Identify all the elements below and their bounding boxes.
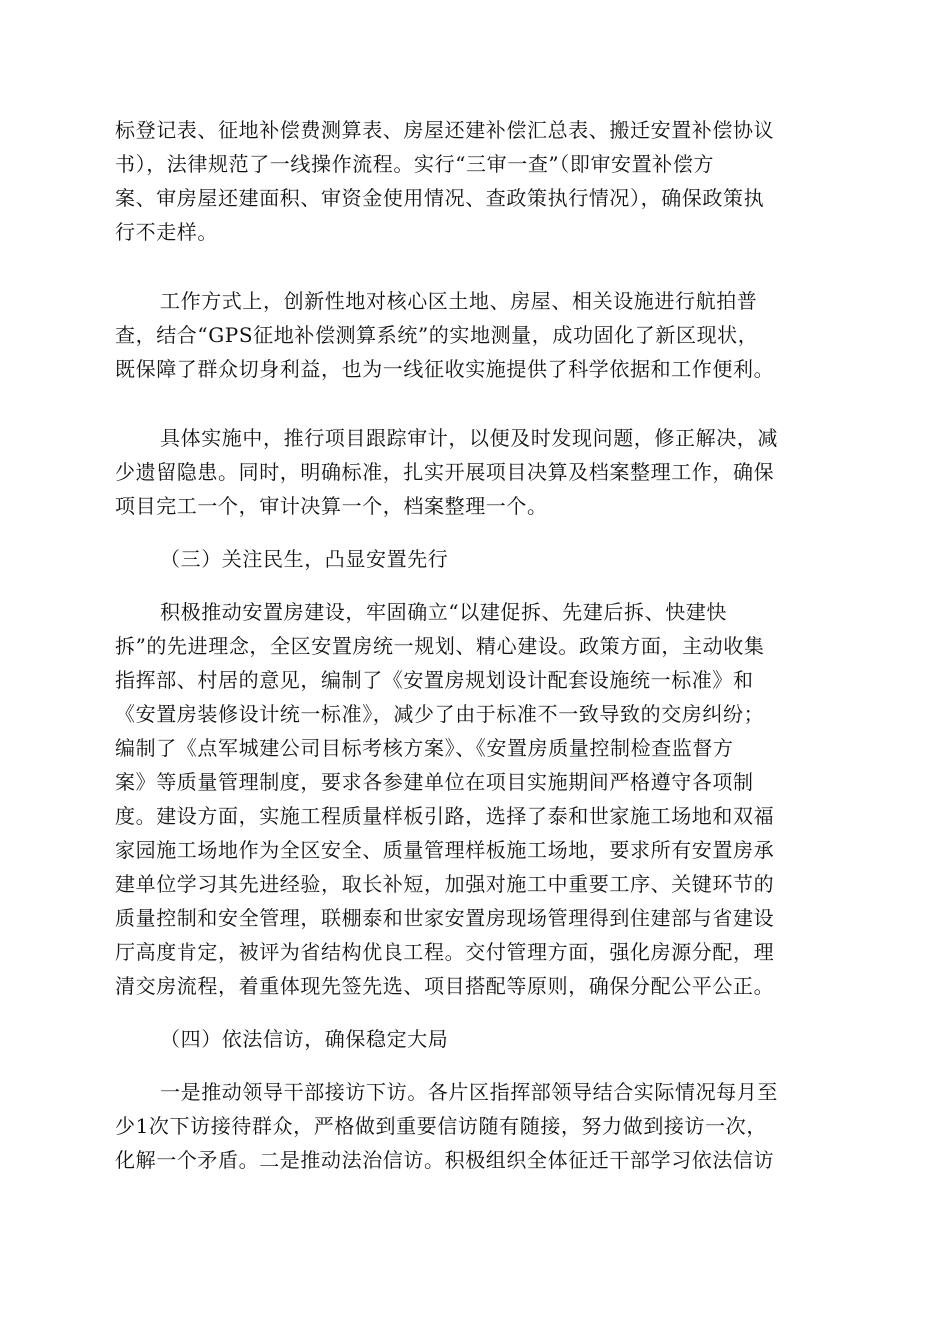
body-text-line: 度。建设方面，实施工程质量样板引路，选择了泰和世家施工场地和双福 <box>115 804 775 828</box>
body-text-line: 编制了《点军城建公司目标考核方案》、《安置房质量控制检查监督方 <box>115 736 734 760</box>
body-text-line: 家园施工场地作为全区安全、质量管理样板施工场地，要求所有安置房承 <box>115 838 775 862</box>
body-text-line: 少1次下访接待群众，严格做到重要信访随有随接，努力做到接访一次， <box>115 1114 767 1138</box>
body-text-line: 建单位学习其先进经验，取长补短，加强对施工中重要工序、关键环节的 <box>115 872 775 896</box>
body-text-line: 行不走样。 <box>115 220 218 244</box>
body-text-line: 案、审房屋还建面积、审资金使用情况、查政策执行情况），确保政策执 <box>115 186 765 210</box>
body-text-line: 清交房流程，着重体现先签先选、项目搭配等原则，确保分配公平公正。 <box>115 974 775 998</box>
body-text-line: 厅高度肯定，被评为省结构优良工程。交付管理方面，强化房源分配，理 <box>115 940 775 964</box>
body-text-line: 化解一个矛盾。二是推动法治信访。积极组织全体征迁干部学习依法信访 <box>115 1148 775 1172</box>
section-heading: （三）关注民生，凸显安置先行 <box>160 547 449 571</box>
body-text-line: 案》等质量管理制度，要求各参建单位在项目实施期间严格遵守各项制 <box>115 770 754 794</box>
section-heading: （四）依法信访，确保稳定大局 <box>160 1027 449 1051</box>
paragraph-first-line: 积极推动安置房建设，牢固确立“以建促拆、先建后拆、快建快 <box>160 600 728 624</box>
paragraph-first-line: 工作方式上，创新性地对核心区土地、房屋、相关设施进行航拍普 <box>160 289 758 313</box>
paragraph-first-line: 具体实施中，推行项目跟踪审计，以便及时发现问题，修正解决，减 <box>160 426 778 450</box>
body-text-line: 标登记表、征地补偿费测算表、房屋还建补偿汇总表、搬迁安置补偿协议 <box>115 118 775 142</box>
body-text-line: 质量控制和安全管理，联棚泰和世家安置房现场管理得到住建部与省建设 <box>115 906 775 930</box>
body-text-line: 既保障了群众切身利益，也为一线征收实施提供了科学依据和工作便利。 <box>115 357 775 381</box>
body-text-line: 查，结合“GPS征地补偿测算系统”的实地测量，成功固化了新区现状， <box>115 323 759 347</box>
body-text-line: 书），法律规范了一线操作流程。实行“三审一查”（即审安置补偿方 <box>115 152 715 176</box>
body-text-line: 指挥部、村居的意见，编制了《安置房规划设计配套设施统一标准》和 <box>115 668 754 692</box>
body-text-line: 少遗留隐患。同时，明确标准，扎实开展项目决算及档案整理工作，确保 <box>115 460 775 484</box>
paragraph-first-line: 一是推动领导干部接访下访。各片区指挥部领导结合实际情况每月至 <box>160 1080 778 1104</box>
body-text-line: 拆”的先进理念，全区安置房统一规划、精心建设。政策方面，主动收集 <box>115 634 765 658</box>
body-text-line: 《安置房装修设计统一标准》，减少了由于标准不一致导致的交房纠纷； <box>115 702 765 726</box>
body-text-line: 项目完工一个，审计决算一个，档案整理一个。 <box>115 494 548 518</box>
